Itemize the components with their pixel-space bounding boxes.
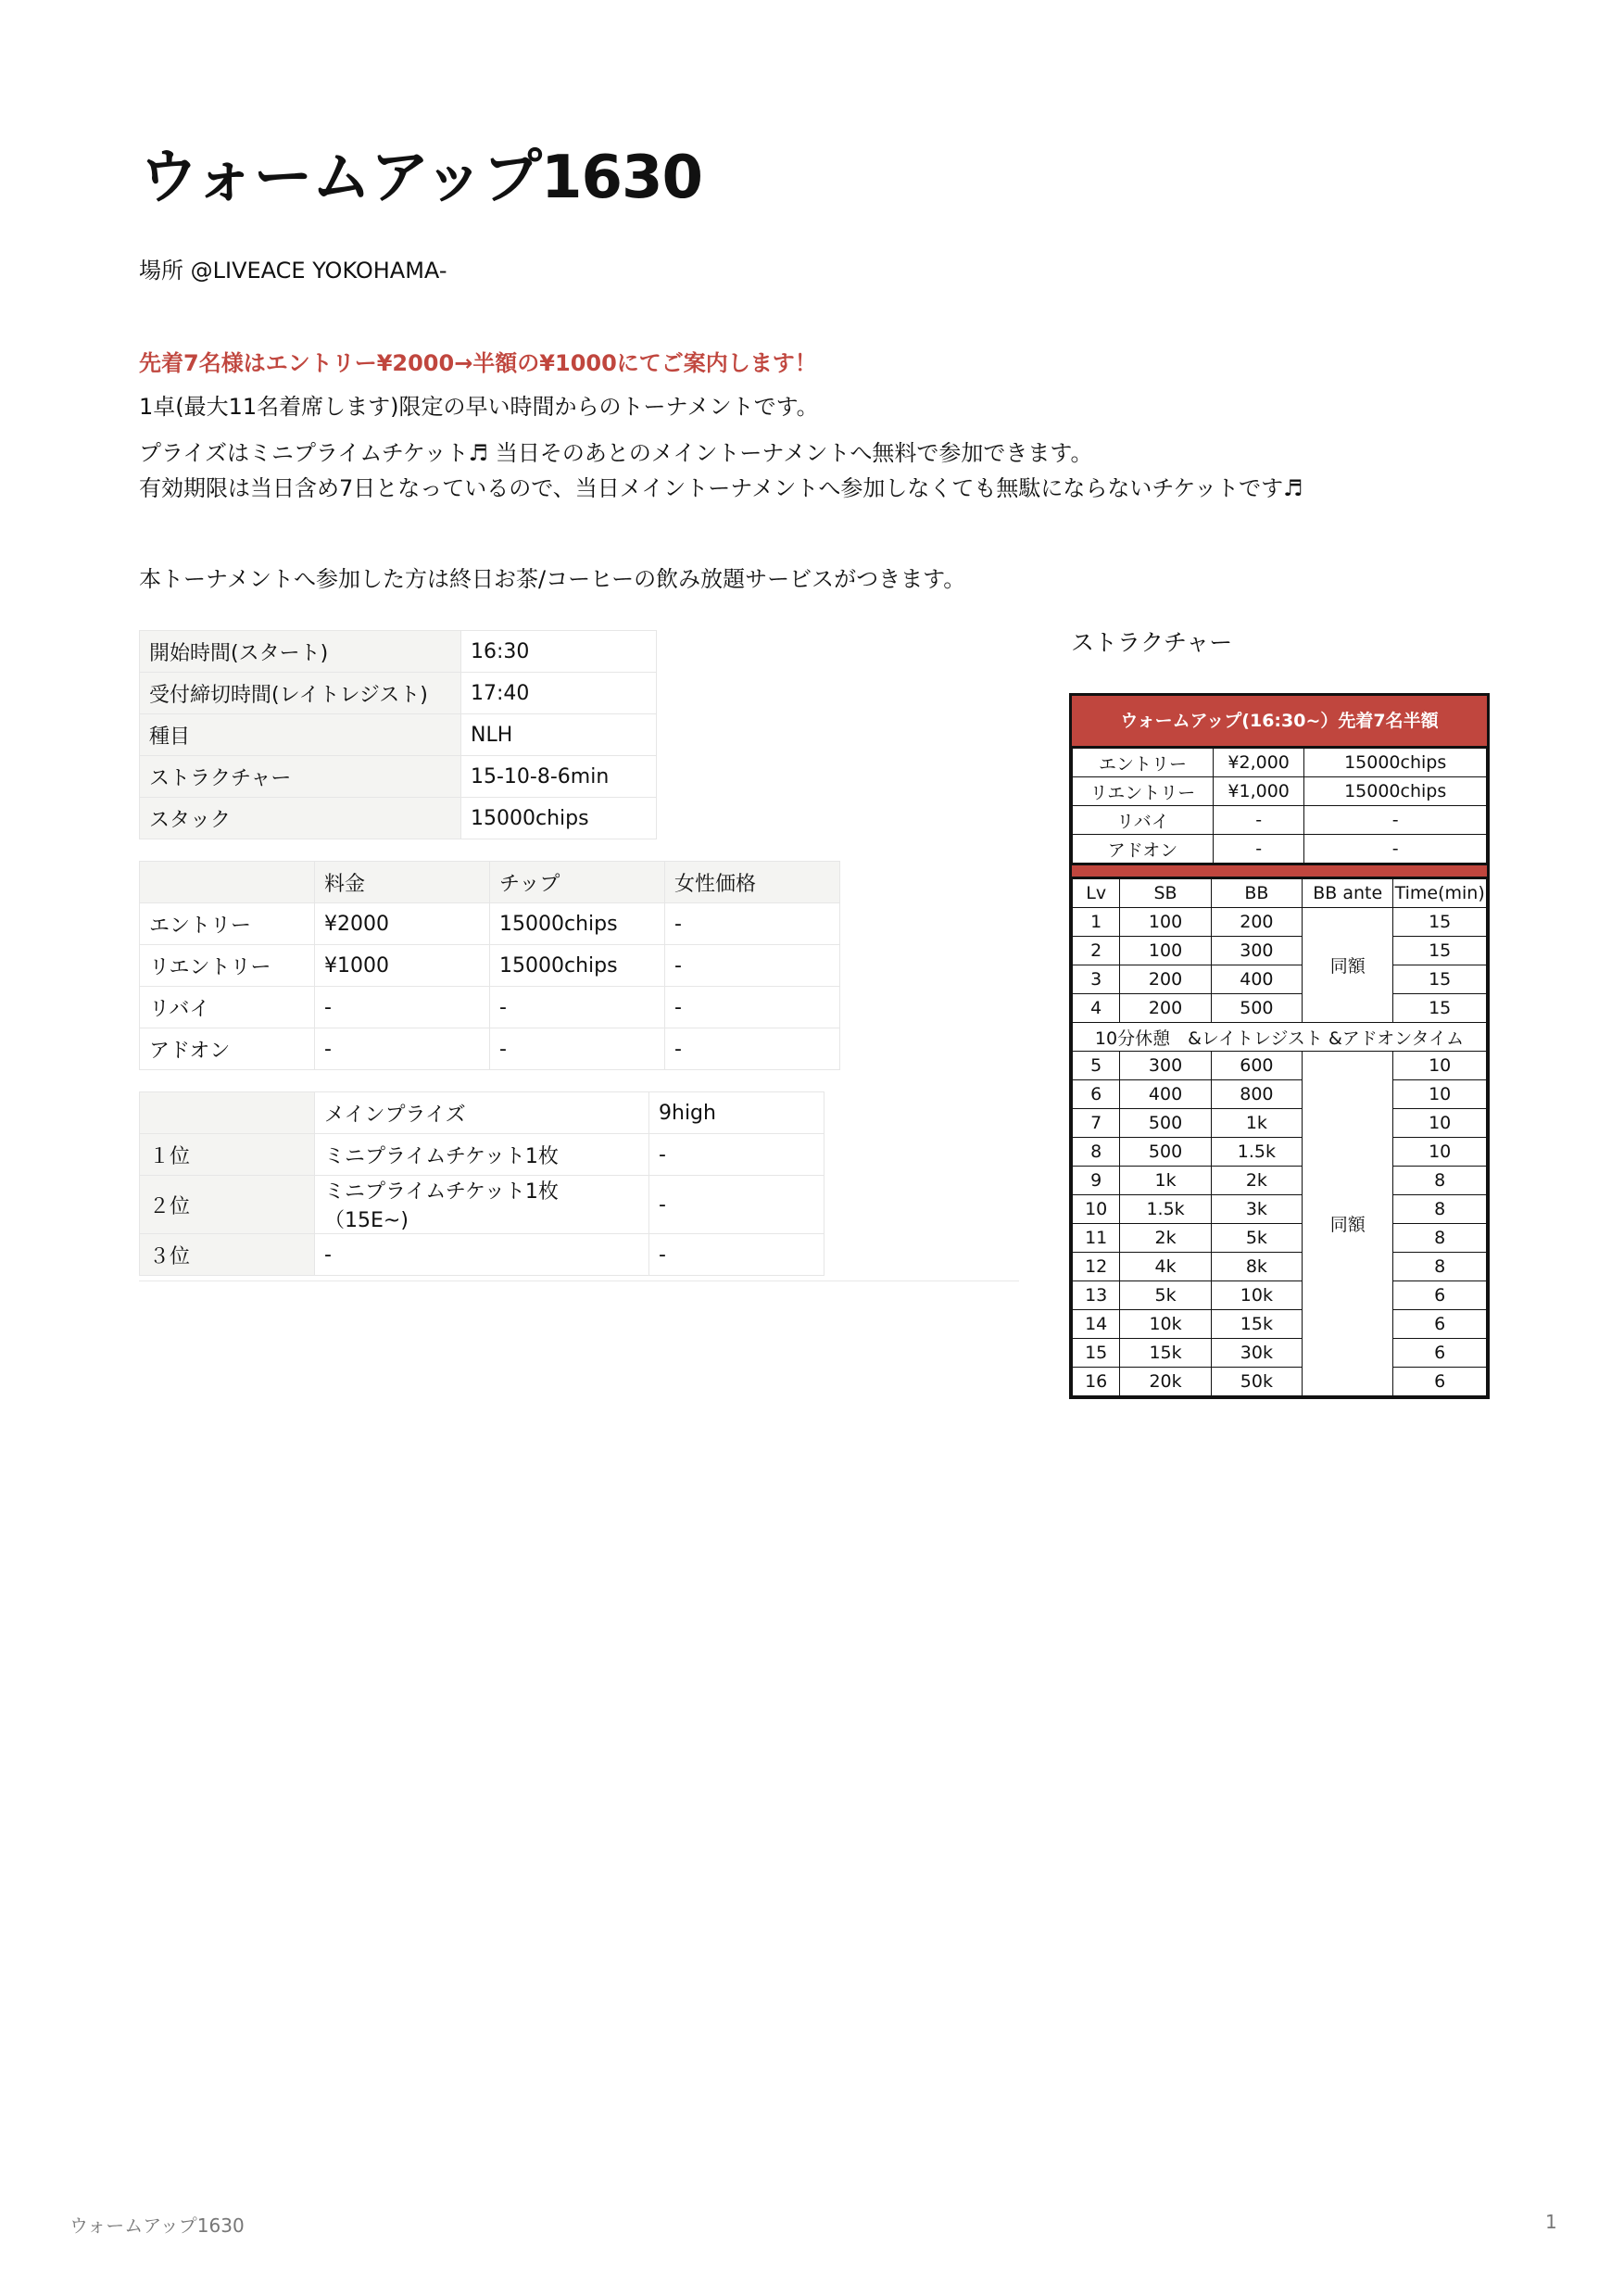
prize-row [140,1176,825,1234]
structure-level-row [1073,1310,1487,1339]
level-time: 6 [1393,1281,1487,1310]
structure-level-row [1073,1195,1487,1224]
level-bb: 600 [1211,1052,1302,1080]
level-number: 8 [1073,1138,1120,1167]
level-time: 15 [1393,908,1487,937]
level-time: 8 [1393,1224,1487,1253]
content-divider [139,1280,1019,1281]
footer-page-number: 1 [1545,2211,1557,2233]
level-number: 5 [1073,1052,1120,1080]
level-time: 8 [1393,1195,1487,1224]
info-row [140,756,657,798]
info-label: 開始時間(スタート) [140,631,461,673]
level-bb: 15k [1211,1310,1302,1339]
info-value: 15000chips [461,798,657,839]
info-label: ストラクチャー [140,756,461,798]
prize-cell: ３位 [140,1234,315,1276]
level-bb: 2k [1211,1167,1302,1195]
level-time: 8 [1393,1167,1487,1195]
structure-fee-row [1073,835,1487,864]
level-time: 10 [1393,1109,1487,1138]
structure-fee-cell: 15000chips [1304,777,1487,806]
structure-level-row [1073,1339,1487,1368]
fee-cell: - [665,1028,840,1070]
info-value: 17:40 [461,673,657,714]
structure-fee-cell: 15000chips [1304,749,1487,777]
fee-cell: アドオン [140,1028,315,1070]
level-time: 8 [1393,1253,1487,1281]
level-time: 6 [1393,1368,1487,1396]
structure-level-row [1073,1080,1487,1109]
prize-cell: - [649,1234,825,1276]
structure-header-row [1073,879,1487,908]
level-sb: 1k [1120,1167,1211,1195]
structure-header-cell: BB ante [1303,879,1393,908]
prize-header-cell: メインプライズ [315,1092,649,1134]
level-sb: 500 [1120,1109,1211,1138]
fee-header-cell: 料金 [315,862,490,903]
info-row [140,631,657,673]
level-time: 10 [1393,1138,1487,1167]
level-sb: 100 [1120,908,1211,937]
fee-cell: リバイ [140,987,315,1028]
structure-header-cell: Time(min) [1393,879,1487,908]
level-sb: 100 [1120,937,1211,965]
info-value: 15-10-8-6min [461,756,657,798]
level-time: 6 [1393,1310,1487,1339]
structure-fee-cell: リバイ [1073,806,1214,835]
structure-fee-table [1072,748,1487,864]
structure-level-row [1073,1109,1487,1138]
tournament-info-table [139,630,657,839]
structure-fee-cell: ¥1,000 [1213,777,1303,806]
level-bb: 500 [1211,994,1302,1023]
fee-row [140,945,840,987]
fee-cell: - [665,987,840,1028]
level-sb: 1.5k [1120,1195,1211,1224]
fee-cell: 15000chips [490,903,665,945]
fee-header-cell [140,862,315,903]
level-bb: 3k [1211,1195,1302,1224]
level-number: 14 [1073,1310,1120,1339]
level-bb: 5k [1211,1224,1302,1253]
level-sb: 15k [1120,1339,1211,1368]
level-sb: 2k [1120,1224,1211,1253]
description-para-2-line-1: プライズはミニプライムチケット♬ 当日そのあとのメイントーナメントへ無料で参加できます。 [139,440,1093,466]
level-bb: 10k [1211,1281,1302,1310]
level-sb: 10k [1120,1310,1211,1339]
structure-fee-cell: - [1213,835,1303,864]
promo-highlight: 先着7名様はエントリー¥2000→半額の¥1000にてご案内します！ [139,350,817,376]
structure-fee-row [1073,806,1487,835]
fee-table [139,861,840,1070]
structure-level-row [1073,1167,1487,1195]
structure-level-row [1073,965,1487,994]
structure-fee-cell: - [1213,806,1303,835]
fee-cell: - [665,945,840,987]
structure-header-cell: Lv [1073,879,1120,908]
level-number: 2 [1073,937,1120,965]
structure-fee-cell: - [1304,806,1487,835]
structure-level-row [1073,1368,1487,1396]
level-number: 9 [1073,1167,1120,1195]
prize-cell: - [649,1176,825,1234]
prize-row [140,1234,825,1276]
fee-header-cell: チップ [490,862,665,903]
level-bb: 30k [1211,1339,1302,1368]
prize-row [140,1134,825,1176]
structure-level-row [1073,1253,1487,1281]
prize-table [139,1091,825,1276]
structure-level-row [1073,1052,1487,1080]
level-sb: 200 [1120,994,1211,1023]
level-number: 3 [1073,965,1120,994]
level-sb: 400 [1120,1080,1211,1109]
fee-row [140,903,840,945]
page-title: ウォームアップ1630 [139,144,703,212]
description-para-2-line-2: 有効期限は当日含め7日となっているので、当日メイントーナメントへ参加しなくても無駄にならないチケットです♬ [139,475,1303,501]
info-value: 16:30 [461,631,657,673]
level-time: 10 [1393,1080,1487,1109]
level-number: 10 [1073,1195,1120,1224]
structure-header-cell: SB [1120,879,1211,908]
description-para-1: 1卓(最大11名着席します)限定の早い時間からのトーナメントです。 [139,394,819,420]
level-number: 11 [1073,1224,1120,1253]
structure-fee-cell: - [1304,835,1487,864]
level-sb: 200 [1120,965,1211,994]
prize-header-cell [140,1092,315,1134]
prize-header-row [140,1092,825,1134]
level-time: 15 [1393,994,1487,1023]
prize-cell: ２位 [140,1176,315,1234]
level-bb: 50k [1211,1368,1302,1396]
prize-cell: - [315,1234,649,1276]
structure-caption: ストラクチャー [1071,629,1233,656]
prize-cell: １位 [140,1134,315,1176]
level-time: 15 [1393,937,1487,965]
info-row [140,714,657,756]
level-bb: 1.5k [1211,1138,1302,1167]
location-text: 場所 @LIVEACE YOKOHAMA- [139,258,447,284]
level-number: 1 [1073,908,1120,937]
level-bb: 400 [1211,965,1302,994]
structure-fee-cell: アドオン [1073,835,1214,864]
level-number: 12 [1073,1253,1120,1281]
level-bb: 8k [1211,1253,1302,1281]
fee-cell: - [315,1028,490,1070]
info-row [140,798,657,839]
structure-level-row [1073,937,1487,965]
structure-sheet [1069,693,1490,1399]
level-ante: 同額 [1303,908,1393,1023]
structure-level-row [1073,994,1487,1023]
prize-header-cell: 9high [649,1092,825,1134]
level-number: 7 [1073,1109,1120,1138]
info-value: NLH [461,714,657,756]
info-label: 受付締切時間(レイトレジスト) [140,673,461,714]
fee-cell: - [665,903,840,945]
structure-level-row [1073,1138,1487,1167]
level-number: 13 [1073,1281,1120,1310]
structure-fee-row [1073,777,1487,806]
fee-header-row [140,862,840,903]
info-label: 種目 [140,714,461,756]
level-time: 6 [1393,1339,1487,1368]
fee-cell: ¥2000 [315,903,490,945]
break-text: 10分休憩 &レイトレジスト &アドオンタイム [1073,1023,1487,1052]
prize-cell: ミニプライムチケット1枚 [315,1134,649,1176]
fee-row [140,1028,840,1070]
level-time: 15 [1393,965,1487,994]
structure-fee-row [1073,749,1487,777]
info-label: スタック [140,798,461,839]
fee-header-cell: 女性価格 [665,862,840,903]
prize-cell: - [649,1134,825,1176]
level-sb: 20k [1120,1368,1211,1396]
structure-fee-cell: リエントリー [1073,777,1214,806]
level-ante: 同額 [1303,1052,1393,1396]
level-number: 15 [1073,1339,1120,1368]
description-para-3: 本トーナメントへ参加した方は終日お茶/コーヒーの飲み放題サービスがつきます。 [139,566,966,592]
fee-cell: エントリー [140,903,315,945]
fee-cell: ¥1000 [315,945,490,987]
level-number: 6 [1073,1080,1120,1109]
level-sb: 500 [1120,1138,1211,1167]
fee-cell: 15000chips [490,945,665,987]
fee-cell: - [490,1028,665,1070]
level-bb: 800 [1211,1080,1302,1109]
structure-separator-bar [1072,864,1487,878]
info-row [140,673,657,714]
structure-level-table [1072,878,1487,1396]
level-sb: 5k [1120,1281,1211,1310]
level-sb: 300 [1120,1052,1211,1080]
level-bb: 1k [1211,1109,1302,1138]
structure-fee-cell: エントリー [1073,749,1214,777]
structure-break-row [1073,1023,1487,1052]
level-number: 4 [1073,994,1120,1023]
structure-title: ウォームアップ(16:30~）先着7名半額 [1072,696,1487,748]
description-para-2 [139,435,1303,506]
level-bb: 200 [1211,908,1302,937]
fee-row [140,987,840,1028]
fee-cell: - [490,987,665,1028]
level-number: 16 [1073,1368,1120,1396]
structure-level-row [1073,908,1487,937]
level-sb: 4k [1120,1253,1211,1281]
prize-cell: ミニプライムチケット1枚（15E~) [315,1176,649,1234]
fee-cell: リエントリー [140,945,315,987]
structure-header-cell: BB [1211,879,1302,908]
footer-title: ウォームアップ1630 [69,2214,245,2237]
structure-level-row [1073,1224,1487,1253]
structure-fee-cell: ¥2,000 [1213,749,1303,777]
fee-cell: - [315,987,490,1028]
structure-level-row [1073,1281,1487,1310]
level-time: 10 [1393,1052,1487,1080]
level-bb: 300 [1211,937,1302,965]
